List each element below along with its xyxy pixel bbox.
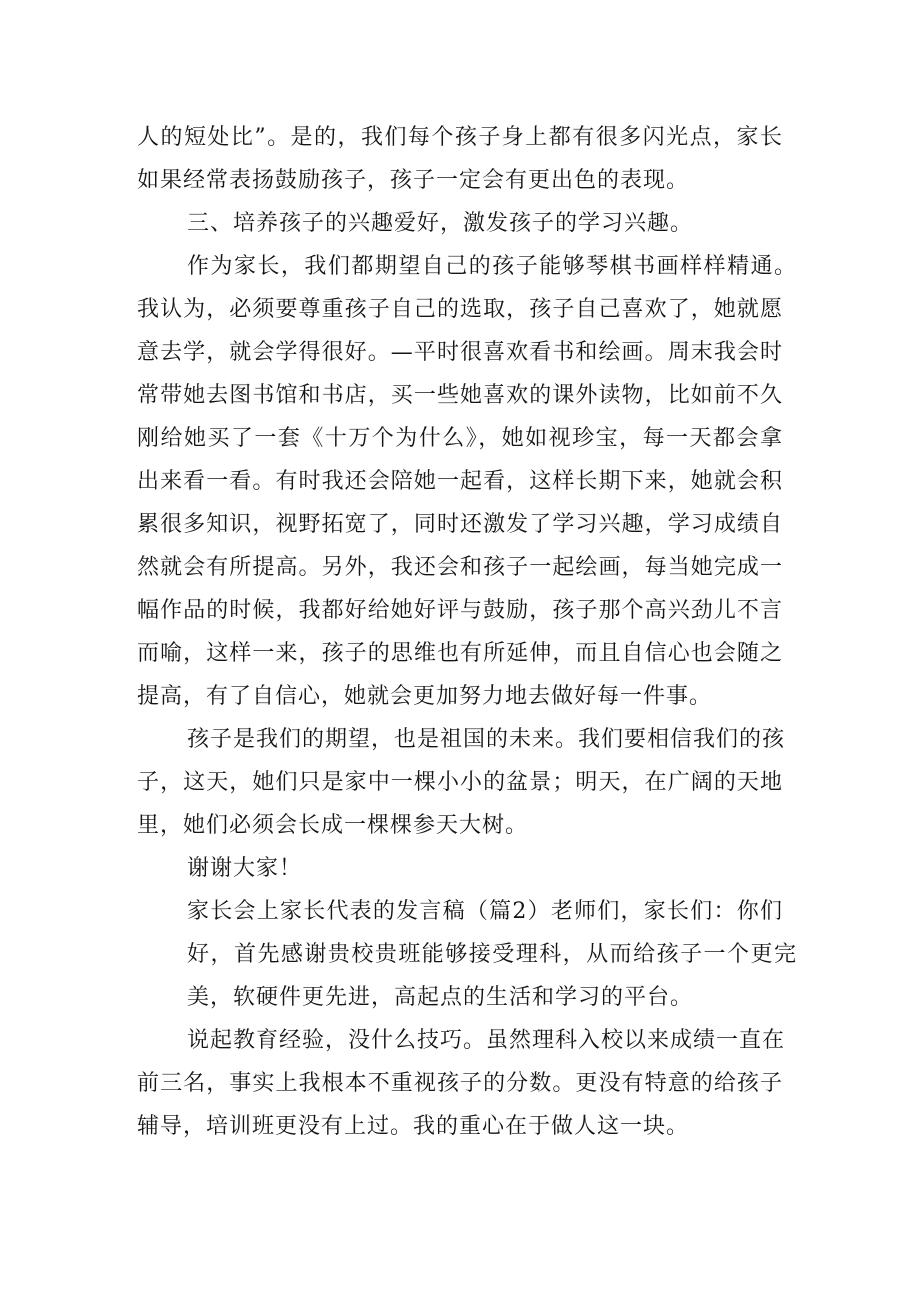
text-line: 辅导，培训班更没有上过。我的重心在于做人这一块。 [137,1114,690,1139]
text-line: 三、培养孩子的兴趣爱好，激发孩子的学习兴趣。 [187,211,694,236]
text-line: 人的短处比”。是的，我们每个孩子身上都有很多闪光点，家长 [137,125,783,150]
text-line: 如果经常表扬鼓励孩子，孩子一定会有更出色的表现。 [137,168,690,193]
text-line: 提高，有了自信心，她就会更加努力地去做好每一件事。 [137,684,713,709]
text-line: 累很多知识，视野拓宽了，同时还激发了学习兴趣，学习成绩自 [137,512,783,537]
text-line: 我认为，必须要尊重孩子自己的选取，孩子自己喜欢了，她就愿 [137,297,783,322]
text-line: 出来看一看。有时我还会陪她一起看，这样长期下来，她就会积 [137,469,783,494]
text-line: 意去学，就会学得很好。—平时很喜欢看书和绘画。周末我会时 [137,340,783,365]
paragraph [137,1019,786,1148]
text-line: 幅作品的时候，我都好给她好评与鼓励，孩子那个高兴劲儿不言 [137,598,783,623]
section-heading [137,202,783,245]
text-line: 常带她去图书馆和书店，买一些她喜欢的课外读物，比如前不久 [137,383,783,408]
text-line: 谢谢大家！ [187,856,303,881]
text-line: 说起教育经验，没什么技巧。虽然理科入校以来成绩一直在 [187,1028,786,1053]
paragraph-continuation [137,116,783,202]
text-line: 里，她们必须会长成一棵棵参天大树。 [137,813,529,838]
paragraph [137,245,797,718]
text-line: 美，软硬件更先进，高起点的生活和学习的平台。 [187,985,694,1010]
text-line: 然就会有所提高。另外，我还会和孩子一起绘画，每当她完成一 [137,555,783,580]
text-line: 作为家长，我们都期望自己的孩子能够琴棋书画样样精通。 [187,254,797,279]
text-line: 刚给她买了一套《十万个为什么》，她如视珍宝，每一天都会拿 [137,426,783,451]
text-line: 孩子是我们的期望，也是祖国的未来。我们要相信我们的孩 [187,727,786,752]
document-page [137,116,797,1148]
paragraph [137,890,797,1019]
text-line: 前三名，事实上我根本不重视孩子的分数。更没有特意的给孩子 [137,1071,783,1096]
text-line: 好，首先感谢贵校贵班能够接受理科，从而给孩子一个更完 [187,942,797,967]
paragraph [137,718,786,847]
text-line: 子，这天，她们只是家中一棵小小的盆景；明天，在广阔的天地 [137,770,783,795]
text-line: 家长会上家长代表的发言稿（篇2）老师们，家长们：你们 [187,899,783,924]
text-line: 而喻，这样一来，孩子的思维也有所延伸，而且自信心也会随之 [137,641,783,666]
closing-line [137,847,783,890]
